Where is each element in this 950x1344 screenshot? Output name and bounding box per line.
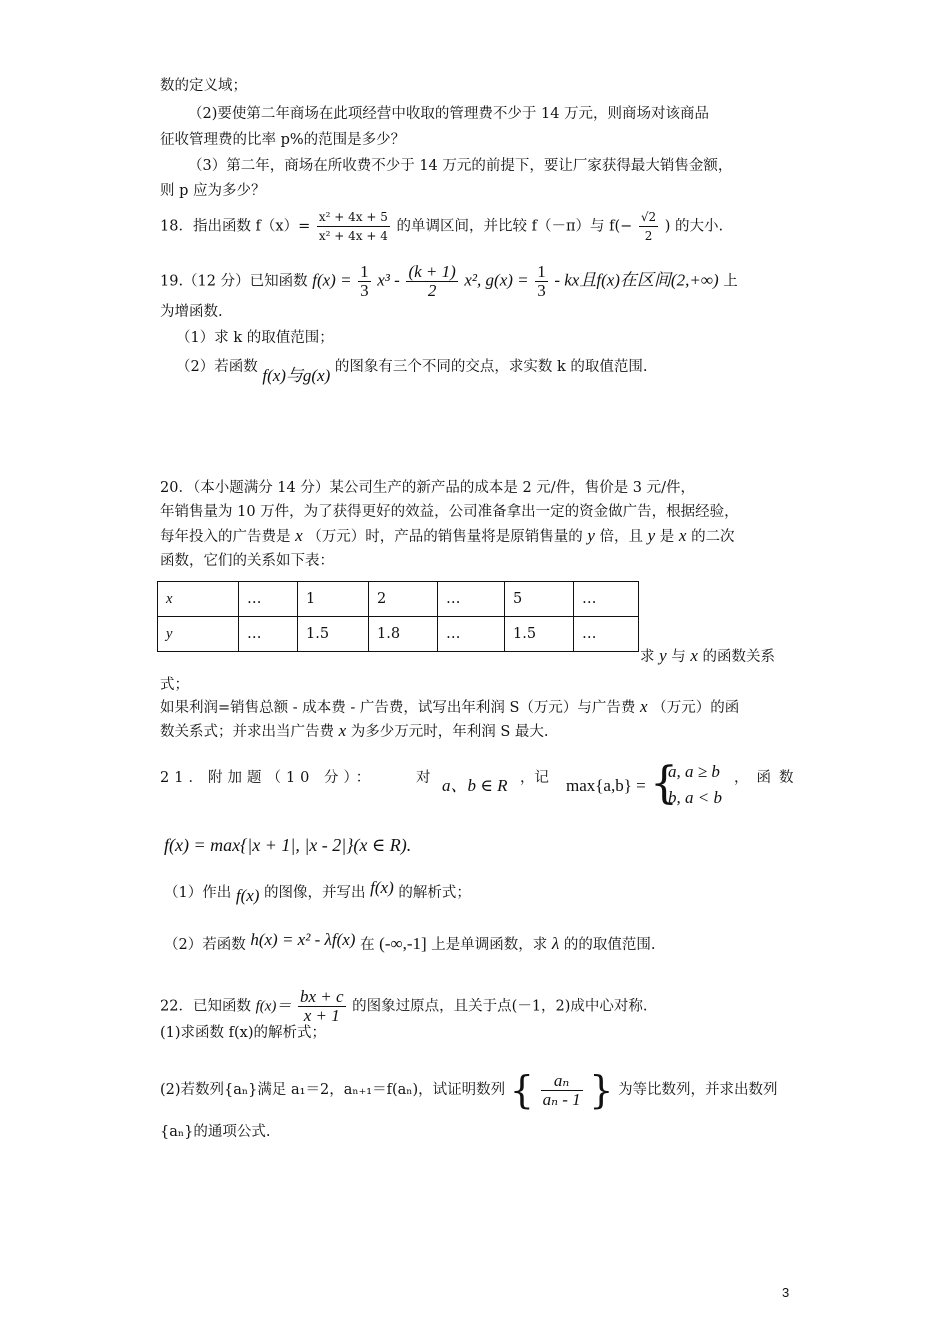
- q20-l3-e: 的二次: [691, 529, 735, 545]
- q22-denominator: x + 1: [303, 1006, 340, 1025]
- q20-l8-b: 为多少万元时，年利润 S 最大.: [350, 724, 549, 740]
- q19-frac-2-den: 2: [427, 281, 437, 300]
- q20-l7-a: 如果利润=销售总额 - 成本费 - 广告费，试写出年利润 S（万元）与广告费: [160, 700, 636, 716]
- text-line: 为增函数.: [160, 304, 223, 320]
- table-cell: …: [438, 617, 505, 652]
- q19-frac-3-den: 3: [537, 281, 546, 300]
- q21-p1-f2: f(x): [370, 878, 394, 897]
- q21-p2-h: h(x) = x² - λf(x): [250, 930, 356, 949]
- q22-suffix: 的图象过原点，且关于点(－1，2)成中心对称.: [352, 998, 648, 1015]
- q22-f: f(x)＝: [255, 998, 292, 1015]
- table-cell: …: [574, 582, 639, 617]
- text-line: 20．（本小题满分 14 分）某公司生产的新产品的成本是 2 元/件，售价是 3 元/件，: [160, 480, 696, 496]
- q19-frac-2: [406, 263, 457, 300]
- q18-suffix: ) 的大小.: [664, 218, 724, 235]
- q19-prefix: 19.（12 分）已知函数: [160, 273, 308, 290]
- q21-prefix: 21．附加题（10 分）：: [160, 770, 376, 786]
- question-22: [160, 988, 648, 1025]
- table-cell: …: [438, 582, 505, 617]
- q21-p2-a: （2）若函数: [164, 937, 246, 953]
- q19-p2-prefix: （2）若函数: [176, 359, 258, 375]
- table-cell: 1.8: [369, 617, 438, 652]
- text-line: (1)求函数 f(x)的解析式；: [160, 1025, 327, 1041]
- q20-l7-b: （万元）的函: [652, 700, 740, 716]
- q19-p2-suffix: 的图象有三个不同的交点，求实数 k 的取值范围.: [334, 359, 648, 375]
- q18-sqrt-denominator: 2: [644, 229, 653, 243]
- table-row-x: [158, 582, 639, 617]
- q21-dui: 对: [416, 770, 431, 786]
- q21-p1-a: （1）作出: [164, 885, 232, 901]
- table-cell: …: [239, 582, 298, 617]
- q21-p2-lambda: λ: [551, 934, 560, 953]
- table-cell: …: [574, 617, 639, 652]
- q20-after-table: [640, 646, 775, 667]
- table-row-y: [158, 617, 639, 652]
- left-brace-icon: {: [509, 1068, 534, 1112]
- q22-fraction: [298, 988, 346, 1025]
- q21-func: ，函数: [734, 770, 802, 786]
- q20-l3-x2: x: [678, 526, 687, 545]
- q22-seq-fraction: [541, 1072, 583, 1109]
- q18-numerator: x² + 4x + 5: [317, 208, 390, 227]
- table-cell: 5: [505, 582, 574, 617]
- question-19: [160, 263, 738, 300]
- q20-l3-d: 是: [659, 529, 675, 545]
- q21-p1-b: 的图像，并写出: [264, 885, 366, 901]
- text-line: （2)要使第二年商场在此项经营中收取的管理费不少于 14 万元，则商场对该商品: [188, 106, 710, 122]
- q21-p2-c: 的的取值范围.: [563, 937, 656, 953]
- q20-after-y: y: [659, 646, 667, 665]
- text-line: 式；: [160, 677, 189, 693]
- table-cell: 2: [369, 582, 438, 617]
- q18-sqrt-fraction: [639, 208, 658, 245]
- q19-p2-math: f(x)与g(x): [262, 366, 331, 385]
- q20-line-7: [160, 697, 739, 718]
- q22-p2-a: (2)若数列{aₙ}满足 a₁＝2，aₙ₊₁＝f(aₙ)，试证明数列: [160, 1082, 506, 1098]
- q22-prefix: 22．已知函数: [160, 998, 251, 1015]
- q20-l3-c: 倍，且: [599, 529, 644, 545]
- table-cell: 1.5: [298, 617, 369, 652]
- q21-p1-f: f(x): [235, 886, 260, 905]
- q22-seq-denominator: aₙ - 1: [542, 1089, 581, 1109]
- q21-p2-interval: (-∞,-1]: [379, 934, 427, 953]
- q19-term-2: x², g(x) =: [464, 270, 529, 290]
- q20-l3-a: 每年投入的广告费是: [160, 529, 291, 545]
- q20-after-b: 与: [671, 649, 686, 665]
- q18-fraction: [317, 208, 390, 245]
- q21-brace-icon: {: [650, 758, 678, 809]
- q21-part-1: [164, 878, 471, 905]
- q21-max: max{a,b} =: [566, 776, 646, 795]
- q20-after-x: x: [690, 646, 698, 665]
- q19-frac-3-num: 1: [537, 262, 546, 281]
- text-line: （1）求 k 的取值范围；: [176, 330, 334, 346]
- table-cell: x: [158, 582, 239, 617]
- text-line: 则 p 应为多少？: [160, 183, 266, 199]
- right-brace-icon: }: [589, 1068, 614, 1112]
- text-line: 年销售量为 10 万件，为了获得更好的效益，公司准备拿出一定的资金做广告，根据经验，: [160, 504, 739, 520]
- q21-part-2: [164, 930, 656, 955]
- q18-prefix: 18．指出函数 f（x）=: [160, 218, 311, 235]
- q21-ji: ，记: [520, 770, 549, 786]
- q20-l8-x: x: [338, 721, 347, 740]
- q20-line-8: [160, 721, 549, 742]
- q21-ab: a、b ∈ R: [442, 776, 508, 795]
- text-line: （3）第二年，商场在所收费不少于 14 万元的前提下，要让厂家获得最大销售金额，: [188, 158, 733, 174]
- q19-frac-1: [358, 263, 371, 300]
- q19-frac-1-num: 1: [360, 262, 369, 281]
- q20-line-3: [160, 526, 735, 547]
- table-cell: 1: [298, 582, 369, 617]
- q20-l3-y: y: [587, 526, 595, 545]
- table-cell: y: [158, 617, 239, 652]
- q21-case-1: a, a ≥ b: [668, 762, 720, 781]
- q18-sqrt-numerator: √2: [639, 208, 658, 227]
- q19-frac-1-den: 3: [360, 281, 369, 300]
- q20-l3-b: （万元）时，产品的销售量将是原销售量的: [307, 529, 583, 545]
- q18-middle: 的单调区间，并比较 f（－π）与 f(−: [396, 218, 633, 235]
- page-number: 3: [782, 1285, 790, 1300]
- q19-part-2: [176, 356, 648, 385]
- q20-after-c: 的函数关系: [702, 649, 776, 665]
- text-line: 函数，它们的关系如下表：: [160, 553, 334, 569]
- text-line: 征收管理费的比率 p%的范围是多少？: [160, 132, 406, 148]
- text-line: {aₙ}的通项公式.: [160, 1124, 271, 1140]
- q21-p2-b: 上是单调函数，求: [431, 937, 548, 953]
- table-cell: …: [239, 617, 298, 652]
- q19-term-3: - kx且f(x)在区间(2,+∞): [554, 270, 719, 290]
- q21-definition: f(x) = max{|x + 1|, |x - 2|}(x ∈ R).: [164, 835, 412, 855]
- q19-frac-3: [535, 263, 548, 300]
- q22-part-2: [160, 1068, 778, 1112]
- q19-suffix: 上: [723, 273, 738, 290]
- q19-frac-2-num: (k + 1): [408, 262, 456, 281]
- xy-table: [157, 581, 639, 652]
- q19-f-def: f(x) =: [312, 270, 352, 290]
- q21-case-2: b, a < b: [668, 788, 722, 807]
- q20-l3-y2: y: [647, 526, 656, 545]
- q18-denominator: x² + 4x + 4: [318, 229, 388, 243]
- q22-p2-b: 为等比数列，并求出数列: [618, 1082, 778, 1098]
- q22-numerator: bx + c: [300, 987, 344, 1006]
- q19-term-1: x³ -: [377, 270, 400, 290]
- q20-after-a: 求: [640, 649, 655, 665]
- q20-l7-x: x: [640, 697, 648, 716]
- q20-l8-a: 数关系式；并求出当广告费: [160, 724, 334, 740]
- q21-p2-in: 在: [360, 937, 375, 953]
- q20-l3-x: x: [295, 526, 303, 545]
- text-line: 数的定义域；: [160, 78, 247, 94]
- table-cell: 1.5: [505, 617, 574, 652]
- q22-seq-numerator: aₙ: [541, 1072, 583, 1091]
- question-18: [160, 208, 723, 245]
- q21-p1-c: 的解析式；: [398, 885, 471, 901]
